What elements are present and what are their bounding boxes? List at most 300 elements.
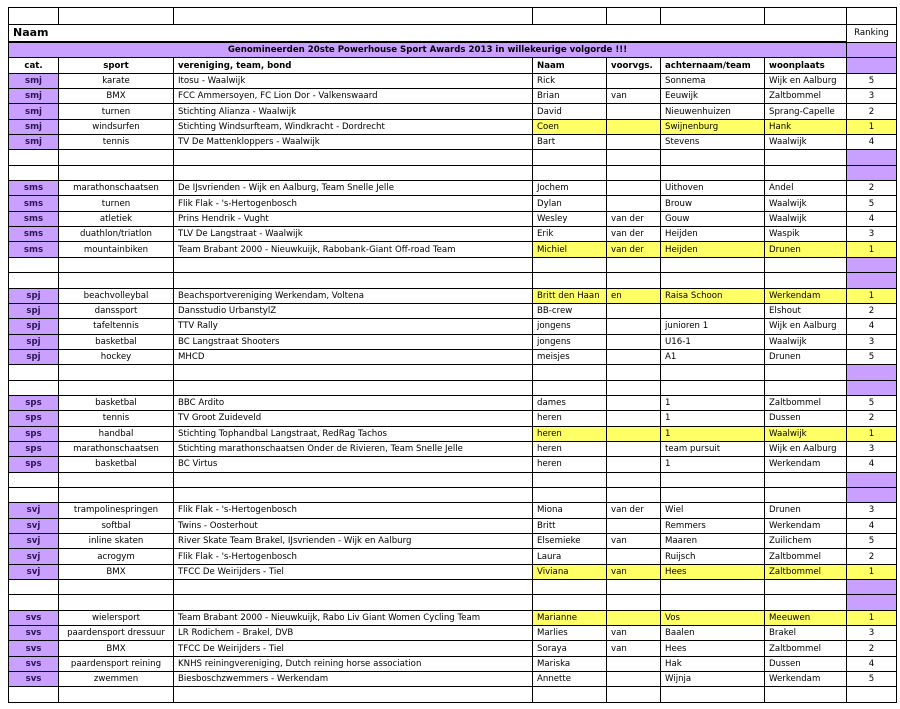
first-name-cell[interactable]: Dylan bbox=[533, 196, 607, 211]
cell[interactable] bbox=[59, 8, 174, 25]
first-name-cell[interactable]: Coen bbox=[533, 119, 607, 134]
club-cell[interactable]: Stichting Alianza - Waalwijk bbox=[174, 104, 533, 119]
residence-cell[interactable]: Andel bbox=[765, 181, 847, 196]
empty-cell[interactable] bbox=[174, 380, 533, 395]
sport-cell[interactable]: basketbal bbox=[59, 457, 174, 472]
sport-cell[interactable]: danssport bbox=[59, 303, 174, 318]
first-name-cell[interactable]: Britt bbox=[533, 518, 607, 533]
empty-cell[interactable] bbox=[607, 472, 661, 487]
ranking-cell[interactable]: 5 bbox=[847, 534, 897, 549]
first-name-cell[interactable]: Michiel bbox=[533, 242, 607, 257]
category-cell[interactable]: spj bbox=[9, 303, 59, 318]
prefix-cell[interactable] bbox=[607, 411, 661, 426]
prefix-cell[interactable] bbox=[607, 196, 661, 211]
ranking-cell[interactable]: 1 bbox=[847, 426, 897, 441]
residence-cell[interactable]: Waalwijk bbox=[765, 135, 847, 150]
empty-cell[interactable] bbox=[9, 257, 59, 272]
empty-cell[interactable] bbox=[661, 380, 765, 395]
cell[interactable] bbox=[847, 8, 897, 25]
first-name-cell[interactable]: Miona bbox=[533, 503, 607, 518]
prefix-cell[interactable]: van der bbox=[607, 503, 661, 518]
empty-cell[interactable] bbox=[59, 380, 174, 395]
empty-cell[interactable] bbox=[661, 150, 765, 165]
empty-cell[interactable] bbox=[847, 380, 897, 395]
residence-cell[interactable]: Zaltbommel bbox=[765, 395, 847, 410]
residence-cell[interactable]: Hank bbox=[765, 119, 847, 134]
residence-cell[interactable]: Drunen bbox=[765, 242, 847, 257]
surname-cell[interactable]: Wijnja bbox=[661, 672, 765, 687]
category-cell[interactable]: smj bbox=[9, 89, 59, 104]
category-cell[interactable]: sps bbox=[9, 426, 59, 441]
club-cell[interactable]: BC Virtus bbox=[174, 457, 533, 472]
empty-cell[interactable] bbox=[9, 273, 59, 288]
empty-cell[interactable] bbox=[59, 273, 174, 288]
club-cell[interactable]: Team Brabant 2000 - Nieuwkuijk, Rabo Liv Giant Women Cycling Team bbox=[174, 610, 533, 625]
empty-cell[interactable] bbox=[174, 165, 533, 180]
empty-cell[interactable] bbox=[533, 595, 607, 610]
cell[interactable] bbox=[533, 8, 607, 25]
cell[interactable] bbox=[847, 58, 897, 73]
surname-cell[interactable]: Brouw bbox=[661, 196, 765, 211]
club-cell[interactable]: Prins Hendrik - Vught bbox=[174, 211, 533, 226]
prefix-cell[interactable] bbox=[607, 119, 661, 134]
empty-cell[interactable] bbox=[765, 687, 847, 702]
empty-cell[interactable] bbox=[661, 687, 765, 702]
empty-cell[interactable] bbox=[59, 365, 174, 380]
ranking-cell[interactable]: 5 bbox=[847, 349, 897, 364]
prefix-cell[interactable] bbox=[607, 441, 661, 456]
prefix-cell[interactable]: van bbox=[607, 641, 661, 656]
sport-cell[interactable]: windsurfen bbox=[59, 119, 174, 134]
empty-cell[interactable] bbox=[607, 150, 661, 165]
ranking-cell[interactable]: 3 bbox=[847, 334, 897, 349]
first-name-cell[interactable]: Rick bbox=[533, 73, 607, 88]
residence-cell[interactable]: Dussen bbox=[765, 656, 847, 671]
empty-cell[interactable] bbox=[174, 273, 533, 288]
category-cell[interactable]: svs bbox=[9, 610, 59, 625]
residence-cell[interactable]: Waalwijk bbox=[765, 211, 847, 226]
category-cell[interactable]: svj bbox=[9, 564, 59, 579]
club-cell[interactable]: Itosu - Waalwijk bbox=[174, 73, 533, 88]
sport-cell[interactable]: turnen bbox=[59, 196, 174, 211]
first-name-cell[interactable]: heren bbox=[533, 426, 607, 441]
ranking-cell[interactable]: 5 bbox=[847, 672, 897, 687]
first-name-cell[interactable]: Laura bbox=[533, 549, 607, 564]
club-cell[interactable]: BBC Ardito bbox=[174, 395, 533, 410]
club-cell[interactable]: Flik Flak - 's-Hertogenbosch bbox=[174, 503, 533, 518]
surname-cell[interactable]: Hak bbox=[661, 656, 765, 671]
empty-cell[interactable] bbox=[9, 580, 59, 595]
category-cell[interactable]: sms bbox=[9, 227, 59, 242]
empty-cell[interactable] bbox=[661, 487, 765, 502]
surname-cell[interactable]: 1 bbox=[661, 426, 765, 441]
residence-cell[interactable]: Waalwijk bbox=[765, 196, 847, 211]
empty-cell[interactable] bbox=[174, 595, 533, 610]
prefix-cell[interactable]: van der bbox=[607, 227, 661, 242]
prefix-cell[interactable] bbox=[607, 73, 661, 88]
first-name-cell[interactable]: heren bbox=[533, 411, 607, 426]
surname-cell[interactable]: Swijnenburg bbox=[661, 119, 765, 134]
prefix-cell[interactable] bbox=[607, 319, 661, 334]
sport-cell[interactable]: tennis bbox=[59, 135, 174, 150]
empty-cell[interactable] bbox=[661, 472, 765, 487]
sport-cell[interactable]: beachvolleybal bbox=[59, 288, 174, 303]
first-name-cell[interactable]: Viviana bbox=[533, 564, 607, 579]
sport-cell[interactable]: hockey bbox=[59, 349, 174, 364]
empty-cell[interactable] bbox=[765, 472, 847, 487]
empty-cell[interactable] bbox=[847, 365, 897, 380]
residence-cell[interactable]: Zaltbommel bbox=[765, 641, 847, 656]
first-name-cell[interactable]: Elsemieke bbox=[533, 534, 607, 549]
club-cell[interactable]: KNHS reiningvereniging, Dutch reining horse association bbox=[174, 656, 533, 671]
surname-cell[interactable]: Eeuwijk bbox=[661, 89, 765, 104]
first-name-cell[interactable]: Marianne bbox=[533, 610, 607, 625]
surname-cell[interactable]: 1 bbox=[661, 457, 765, 472]
prefix-cell[interactable] bbox=[607, 395, 661, 410]
club-cell[interactable]: Flik Flak - 's-Hertogenbosch bbox=[174, 549, 533, 564]
category-cell[interactable]: sps bbox=[9, 457, 59, 472]
empty-cell[interactable] bbox=[9, 472, 59, 487]
empty-cell[interactable] bbox=[847, 580, 897, 595]
ranking-cell[interactable]: 3 bbox=[847, 503, 897, 518]
cell[interactable] bbox=[174, 8, 533, 25]
club-cell[interactable]: TV De Mattenkloppers - Waalwijk bbox=[174, 135, 533, 150]
empty-cell[interactable] bbox=[765, 257, 847, 272]
ranking-cell[interactable]: 4 bbox=[847, 211, 897, 226]
club-cell[interactable]: Stichting Windsurfteam, Windkracht - Dordrecht bbox=[174, 119, 533, 134]
category-cell[interactable]: svj bbox=[9, 518, 59, 533]
sport-cell[interactable]: atletiek bbox=[59, 211, 174, 226]
empty-cell[interactable] bbox=[661, 580, 765, 595]
empty-cell[interactable] bbox=[533, 150, 607, 165]
club-cell[interactable]: TLV De Langstraat - Waalwijk bbox=[174, 227, 533, 242]
category-cell[interactable]: smj bbox=[9, 104, 59, 119]
empty-cell[interactable] bbox=[174, 687, 533, 702]
empty-cell[interactable] bbox=[59, 150, 174, 165]
empty-cell[interactable] bbox=[847, 487, 897, 502]
sport-cell[interactable]: paardensport reining bbox=[59, 656, 174, 671]
surname-cell[interactable]: 1 bbox=[661, 395, 765, 410]
ranking-cell[interactable]: 3 bbox=[847, 227, 897, 242]
residence-cell[interactable]: Zaltbommel bbox=[765, 89, 847, 104]
category-cell[interactable]: svj bbox=[9, 549, 59, 564]
club-cell[interactable]: Biesboschzwemmers - Werkendam bbox=[174, 672, 533, 687]
surname-cell[interactable]: Ruijsch bbox=[661, 549, 765, 564]
first-name-cell[interactable]: Brian bbox=[533, 89, 607, 104]
empty-cell[interactable] bbox=[9, 150, 59, 165]
residence-cell[interactable]: Zuilichem bbox=[765, 534, 847, 549]
surname-cell[interactable]: Hees bbox=[661, 641, 765, 656]
club-cell[interactable]: FCC Ammersoyen, FC Lion Dor - Valkenswaard bbox=[174, 89, 533, 104]
first-name-cell[interactable]: Mariska bbox=[533, 656, 607, 671]
surname-cell[interactable] bbox=[661, 303, 765, 318]
club-cell[interactable]: Stichting marathonschaatsen Onder de Rivieren, Team Snelle Jelle bbox=[174, 441, 533, 456]
empty-cell[interactable] bbox=[661, 595, 765, 610]
sport-cell[interactable]: handbal bbox=[59, 426, 174, 441]
club-cell[interactable]: Flik Flak - 's-Hertogenbosch bbox=[174, 196, 533, 211]
sport-cell[interactable]: BMX bbox=[59, 564, 174, 579]
surname-cell[interactable]: Raisa Schoon bbox=[661, 288, 765, 303]
prefix-cell[interactable]: van der bbox=[607, 242, 661, 257]
sport-cell[interactable]: tennis bbox=[59, 411, 174, 426]
first-name-cell[interactable]: jongens bbox=[533, 319, 607, 334]
category-cell[interactable]: sps bbox=[9, 395, 59, 410]
empty-cell[interactable] bbox=[765, 365, 847, 380]
sport-cell[interactable]: BMX bbox=[59, 641, 174, 656]
empty-cell[interactable] bbox=[607, 273, 661, 288]
empty-cell[interactable] bbox=[533, 687, 607, 702]
empty-cell[interactable] bbox=[607, 487, 661, 502]
category-cell[interactable]: svs bbox=[9, 626, 59, 641]
first-name-cell[interactable]: heren bbox=[533, 457, 607, 472]
empty-cell[interactable] bbox=[607, 380, 661, 395]
club-cell[interactable]: Team Brabant 2000 - Nieuwkuijk, Rabobank-Giant Off-road Team bbox=[174, 242, 533, 257]
empty-cell[interactable] bbox=[533, 257, 607, 272]
prefix-cell[interactable] bbox=[607, 334, 661, 349]
empty-cell[interactable] bbox=[847, 273, 897, 288]
empty-cell[interactable] bbox=[765, 380, 847, 395]
club-cell[interactable]: De IJsvrienden - Wijk en Aalburg, Team Snelle Jelle bbox=[174, 181, 533, 196]
surname-cell[interactable]: Uithoven bbox=[661, 181, 765, 196]
prefix-cell[interactable] bbox=[607, 457, 661, 472]
club-cell[interactable]: TV Groot Zuideveld bbox=[174, 411, 533, 426]
sport-cell[interactable]: BMX bbox=[59, 89, 174, 104]
empty-cell[interactable] bbox=[847, 595, 897, 610]
ranking-cell[interactable]: 1 bbox=[847, 288, 897, 303]
col-header-sport[interactable]: sport bbox=[59, 58, 174, 73]
category-cell[interactable]: smj bbox=[9, 119, 59, 134]
ranking-cell[interactable]: 4 bbox=[847, 135, 897, 150]
surname-cell[interactable]: Wiel bbox=[661, 503, 765, 518]
prefix-cell[interactable] bbox=[607, 303, 661, 318]
sport-cell[interactable]: marathonschaatsen bbox=[59, 441, 174, 456]
sport-cell[interactable]: mountainbiken bbox=[59, 242, 174, 257]
residence-cell[interactable]: Drunen bbox=[765, 503, 847, 518]
prefix-cell[interactable] bbox=[607, 610, 661, 625]
empty-cell[interactable] bbox=[765, 150, 847, 165]
category-cell[interactable]: sms bbox=[9, 211, 59, 226]
empty-cell[interactable] bbox=[847, 165, 897, 180]
ranking-cell[interactable]: 3 bbox=[847, 626, 897, 641]
residence-cell[interactable]: Wijk en Aalburg bbox=[765, 73, 847, 88]
empty-cell[interactable] bbox=[847, 472, 897, 487]
sport-cell[interactable]: inline skaten bbox=[59, 534, 174, 549]
category-cell[interactable]: spj bbox=[9, 334, 59, 349]
empty-cell[interactable] bbox=[9, 595, 59, 610]
residence-cell[interactable]: Brakel bbox=[765, 626, 847, 641]
category-cell[interactable]: svs bbox=[9, 672, 59, 687]
empty-cell[interactable] bbox=[607, 257, 661, 272]
sport-cell[interactable]: karate bbox=[59, 73, 174, 88]
first-name-cell[interactable]: heren bbox=[533, 441, 607, 456]
category-cell[interactable]: smj bbox=[9, 135, 59, 150]
ranking-cell[interactable]: 3 bbox=[847, 89, 897, 104]
empty-cell[interactable] bbox=[847, 150, 897, 165]
surname-cell[interactable]: junioren 1 bbox=[661, 319, 765, 334]
col-header-cat[interactable]: cat. bbox=[9, 58, 59, 73]
surname-cell[interactable]: Remmers bbox=[661, 518, 765, 533]
category-cell[interactable]: spj bbox=[9, 288, 59, 303]
residence-cell[interactable]: Waalwijk bbox=[765, 334, 847, 349]
prefix-cell[interactable] bbox=[607, 426, 661, 441]
sport-cell[interactable]: paardensport dressuur bbox=[59, 626, 174, 641]
sport-cell[interactable]: marathonschaatsen bbox=[59, 181, 174, 196]
empty-cell[interactable] bbox=[533, 487, 607, 502]
empty-cell[interactable] bbox=[847, 687, 897, 702]
cell[interactable] bbox=[661, 8, 765, 25]
club-cell[interactable]: TFCC De Weirijders - Tiel bbox=[174, 564, 533, 579]
ranking-cell[interactable]: 4 bbox=[847, 656, 897, 671]
empty-cell[interactable] bbox=[765, 580, 847, 595]
residence-cell[interactable]: Wijk en Aalburg bbox=[765, 319, 847, 334]
naam-title[interactable]: Naam bbox=[9, 25, 847, 43]
sport-cell[interactable]: wielersport bbox=[59, 610, 174, 625]
empty-cell[interactable] bbox=[174, 580, 533, 595]
empty-cell[interactable] bbox=[533, 380, 607, 395]
prefix-cell[interactable] bbox=[607, 518, 661, 533]
ranking-cell[interactable]: 1 bbox=[847, 119, 897, 134]
residence-cell[interactable]: Meeuwen bbox=[765, 610, 847, 625]
category-cell[interactable]: sms bbox=[9, 242, 59, 257]
prefix-cell[interactable] bbox=[607, 349, 661, 364]
cell[interactable] bbox=[847, 42, 897, 58]
col-header-woonplaats[interactable]: woonplaats bbox=[765, 58, 847, 73]
residence-cell[interactable]: Dussen bbox=[765, 411, 847, 426]
prefix-cell[interactable]: van der bbox=[607, 211, 661, 226]
club-cell[interactable]: LR Rodichem - Brakel, DVB bbox=[174, 626, 533, 641]
ranking-cell[interactable]: 2 bbox=[847, 411, 897, 426]
empty-cell[interactable] bbox=[59, 257, 174, 272]
club-cell[interactable]: TTV Rally bbox=[174, 319, 533, 334]
residence-cell[interactable]: Zaltbommel bbox=[765, 549, 847, 564]
residence-cell[interactable]: Werkendam bbox=[765, 518, 847, 533]
residence-cell[interactable]: Zaltbommel bbox=[765, 564, 847, 579]
prefix-cell[interactable] bbox=[607, 135, 661, 150]
ranking-cell[interactable]: 5 bbox=[847, 196, 897, 211]
ranking-cell[interactable]: 3 bbox=[847, 441, 897, 456]
ranking-cell[interactable]: 5 bbox=[847, 395, 897, 410]
col-header-club[interactable]: vereniging, team, bond bbox=[174, 58, 533, 73]
surname-cell[interactable]: team pursuit bbox=[661, 441, 765, 456]
surname-cell[interactable]: A1 bbox=[661, 349, 765, 364]
prefix-cell[interactable]: van bbox=[607, 626, 661, 641]
residence-cell[interactable]: Sprang-Capelle bbox=[765, 104, 847, 119]
sheet-title[interactable]: Genomineerden 20ste Powerhouse Sport Awards 2013 in willekeurige volgorde !!! bbox=[9, 42, 847, 58]
first-name-cell[interactable]: Marlies bbox=[533, 626, 607, 641]
first-name-cell[interactable]: jongens bbox=[533, 334, 607, 349]
empty-cell[interactable] bbox=[9, 165, 59, 180]
first-name-cell[interactable]: meisjes bbox=[533, 349, 607, 364]
empty-cell[interactable] bbox=[59, 687, 174, 702]
cell[interactable] bbox=[765, 8, 847, 25]
prefix-cell[interactable] bbox=[607, 656, 661, 671]
ranking-cell[interactable]: 4 bbox=[847, 518, 897, 533]
surname-cell[interactable]: Heijden bbox=[661, 242, 765, 257]
empty-cell[interactable] bbox=[661, 365, 765, 380]
sport-cell[interactable]: basketbal bbox=[59, 395, 174, 410]
ranking-title[interactable]: Ranking bbox=[847, 25, 897, 43]
club-cell[interactable]: Beachsportvereniging Werkendam, Voltena bbox=[174, 288, 533, 303]
empty-cell[interactable] bbox=[9, 487, 59, 502]
empty-cell[interactable] bbox=[533, 365, 607, 380]
empty-cell[interactable] bbox=[59, 487, 174, 502]
empty-cell[interactable] bbox=[174, 365, 533, 380]
category-cell[interactable]: spj bbox=[9, 349, 59, 364]
prefix-cell[interactable] bbox=[607, 104, 661, 119]
empty-cell[interactable] bbox=[533, 273, 607, 288]
residence-cell[interactable]: Werkendam bbox=[765, 672, 847, 687]
empty-cell[interactable] bbox=[607, 165, 661, 180]
sport-cell[interactable]: trampolinespringen bbox=[59, 503, 174, 518]
club-cell[interactable]: Dansstudio UrbanstylZ bbox=[174, 303, 533, 318]
category-cell[interactable]: sms bbox=[9, 181, 59, 196]
category-cell[interactable]: spj bbox=[9, 319, 59, 334]
first-name-cell[interactable]: Erik bbox=[533, 227, 607, 242]
category-cell[interactable]: sms bbox=[9, 196, 59, 211]
empty-cell[interactable] bbox=[765, 595, 847, 610]
empty-cell[interactable] bbox=[59, 165, 174, 180]
prefix-cell[interactable] bbox=[607, 549, 661, 564]
empty-cell[interactable] bbox=[765, 487, 847, 502]
empty-cell[interactable] bbox=[607, 687, 661, 702]
empty-cell[interactable] bbox=[59, 595, 174, 610]
empty-cell[interactable] bbox=[765, 165, 847, 180]
residence-cell[interactable]: Waalwijk bbox=[765, 426, 847, 441]
surname-cell[interactable]: Maaren bbox=[661, 534, 765, 549]
residence-cell[interactable]: Werkendam bbox=[765, 457, 847, 472]
empty-cell[interactable] bbox=[661, 257, 765, 272]
first-name-cell[interactable]: dames bbox=[533, 395, 607, 410]
category-cell[interactable]: svs bbox=[9, 641, 59, 656]
prefix-cell[interactable] bbox=[607, 672, 661, 687]
first-name-cell[interactable]: David bbox=[533, 104, 607, 119]
surname-cell[interactable]: Heijden bbox=[661, 227, 765, 242]
club-cell[interactable]: MHCD bbox=[174, 349, 533, 364]
surname-cell[interactable]: Hees bbox=[661, 564, 765, 579]
surname-cell[interactable]: Vos bbox=[661, 610, 765, 625]
empty-cell[interactable] bbox=[661, 165, 765, 180]
category-cell[interactable]: sps bbox=[9, 411, 59, 426]
first-name-cell[interactable]: Wesley bbox=[533, 211, 607, 226]
ranking-cell[interactable]: 2 bbox=[847, 104, 897, 119]
col-header-naam[interactable]: Naam bbox=[533, 58, 607, 73]
empty-cell[interactable] bbox=[533, 580, 607, 595]
empty-cell[interactable] bbox=[847, 257, 897, 272]
col-header-achternaam[interactable]: achternaam/team bbox=[661, 58, 765, 73]
residence-cell[interactable]: Wijk en Aalburg bbox=[765, 441, 847, 456]
prefix-cell[interactable] bbox=[607, 181, 661, 196]
ranking-cell[interactable]: 2 bbox=[847, 549, 897, 564]
prefix-cell[interactable]: van bbox=[607, 534, 661, 549]
ranking-cell[interactable]: 1 bbox=[847, 564, 897, 579]
sport-cell[interactable]: basketbal bbox=[59, 334, 174, 349]
empty-cell[interactable] bbox=[607, 595, 661, 610]
category-cell[interactable]: svs bbox=[9, 656, 59, 671]
ranking-cell[interactable]: 2 bbox=[847, 181, 897, 196]
surname-cell[interactable]: Nieuwenhuizen bbox=[661, 104, 765, 119]
surname-cell[interactable]: Sonnema bbox=[661, 73, 765, 88]
empty-cell[interactable] bbox=[607, 365, 661, 380]
ranking-cell[interactable]: 2 bbox=[847, 303, 897, 318]
first-name-cell[interactable]: Annette bbox=[533, 672, 607, 687]
ranking-cell[interactable]: 1 bbox=[847, 242, 897, 257]
prefix-cell[interactable]: van bbox=[607, 89, 661, 104]
ranking-cell[interactable]: 4 bbox=[847, 457, 897, 472]
first-name-cell[interactable]: Britt den Haan bbox=[533, 288, 607, 303]
ranking-cell[interactable]: 1 bbox=[847, 610, 897, 625]
empty-cell[interactable] bbox=[174, 257, 533, 272]
empty-cell[interactable] bbox=[533, 165, 607, 180]
